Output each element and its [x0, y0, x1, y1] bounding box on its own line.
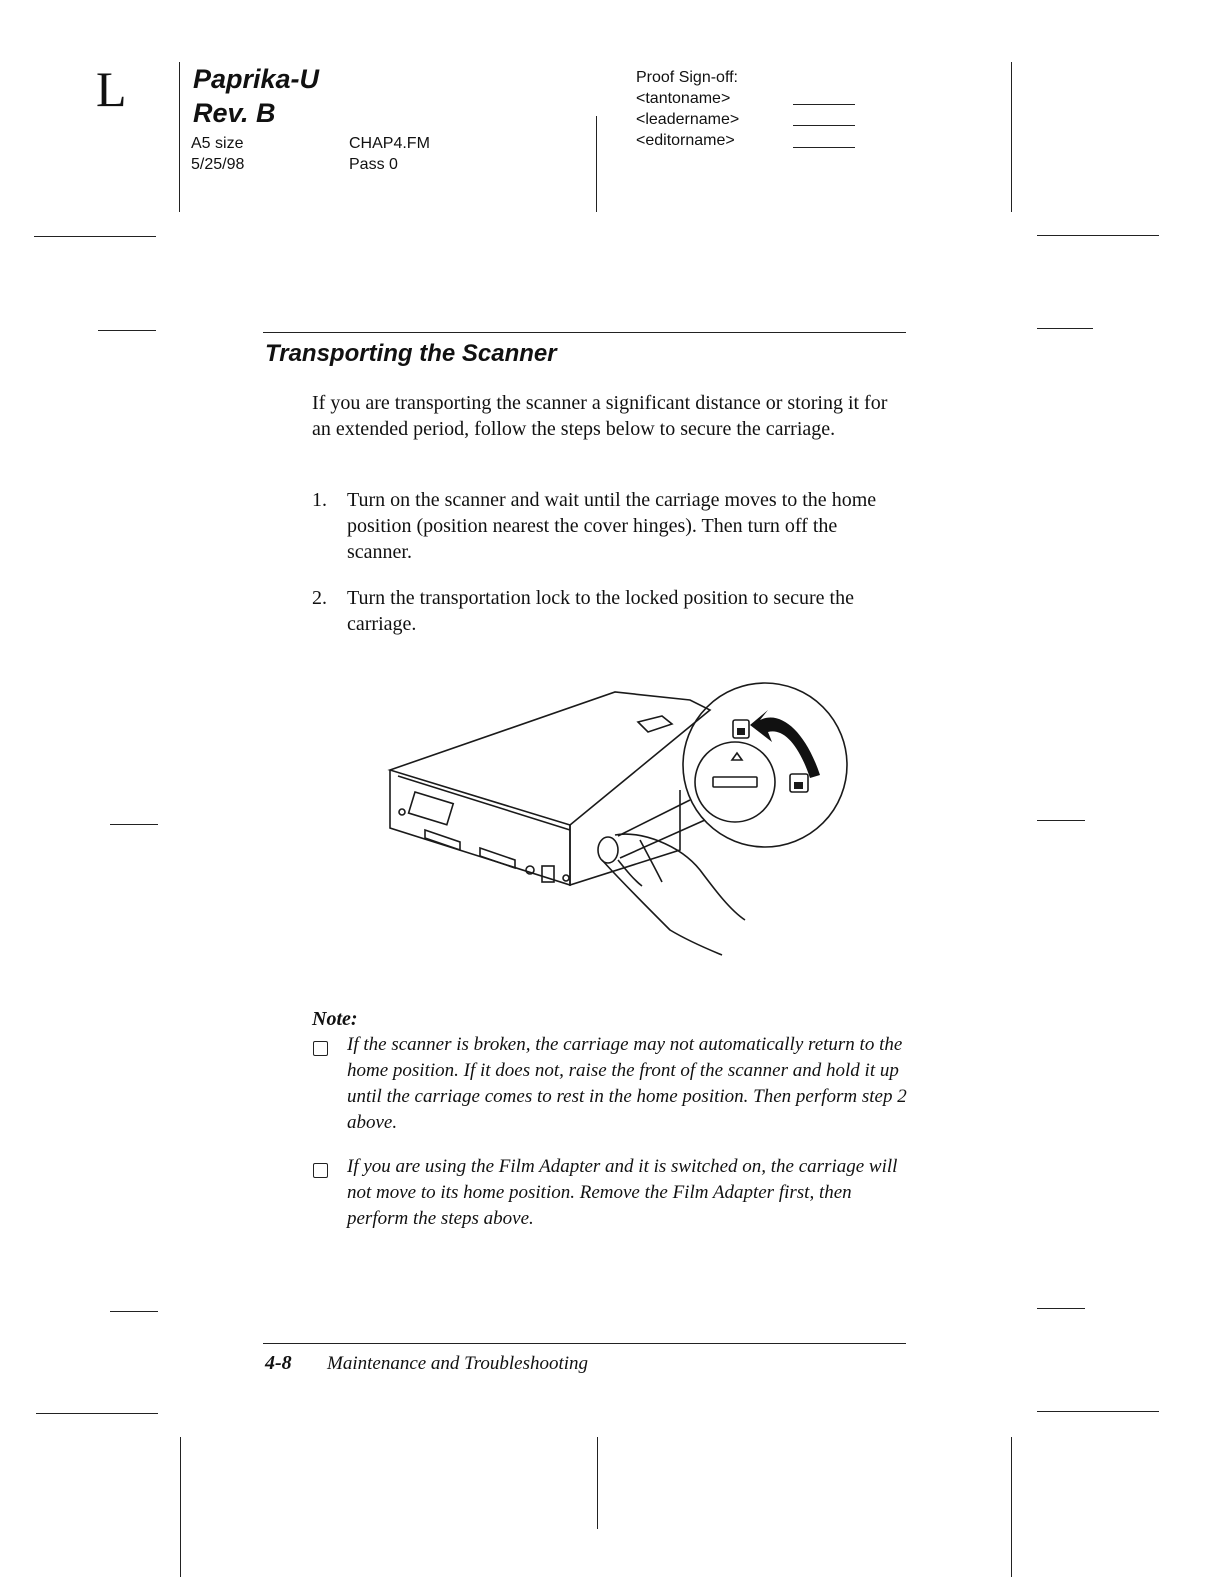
revision: Rev. B [193, 98, 276, 128]
crop-mark [1037, 328, 1093, 329]
crop-mark [179, 62, 180, 212]
footer-rule [263, 1343, 906, 1344]
crop-mark [1037, 1411, 1159, 1412]
crop-mark [596, 116, 597, 212]
crop-mark [110, 1311, 158, 1312]
page-number: 4-8 [265, 1352, 292, 1374]
proof-label: Proof Sign-off: [636, 69, 738, 86]
date: 5/25/98 [191, 156, 245, 173]
chapter-title: Maintenance and Troubleshooting [327, 1353, 589, 1374]
magnified-view [683, 683, 847, 847]
signoff-line [793, 147, 855, 148]
checkbox-bullet-icon [313, 1163, 328, 1178]
section-rule [263, 332, 906, 333]
crop-mark [1037, 820, 1085, 821]
note-item: If the scanner is broken, the carriage may not automatically return to the home position. If it does not, raise the front of the scanner and hold it up until the carriage comes to rest in the home position. Then perform step 2 above. [347, 1034, 907, 1133]
rotate-arrow-icon [750, 710, 820, 778]
scsi-port [480, 848, 515, 868]
crop-mark [1037, 235, 1159, 236]
signoff-line [793, 125, 855, 126]
page-size: A5 size [191, 135, 244, 152]
project-name: Paprika-U [193, 64, 320, 94]
crop-mark [1011, 62, 1012, 212]
section-title: Transporting the Scanner [265, 340, 557, 367]
pass: Pass 0 [349, 156, 398, 173]
intro-paragraph: If you are transporting the scanner a significant distance or storing it for an extended period, follow the steps below to secure the carriage. [312, 392, 888, 440]
note-title: Note: [312, 1008, 358, 1030]
step-text: Turn the transportation lock to the locked position to secure the carriage. [347, 587, 854, 635]
corner-letter: L [96, 61, 127, 117]
step-number: 1. [312, 489, 327, 511]
crop-mark [110, 824, 158, 825]
crop-mark [98, 330, 156, 331]
crop-mark [36, 1413, 158, 1414]
crop-mark [1037, 1308, 1085, 1309]
note-item: If you are using the Film Adapter and it is switched on, the carriage will not move to its home position. Remove the Film Adapter first, then perform the steps above. [347, 1156, 898, 1229]
scanner-lid [390, 692, 710, 825]
proof-name: <leadername> [636, 111, 740, 128]
proof-name: <tantoname> [636, 90, 731, 107]
proof-name: <editorname> [636, 132, 735, 149]
crop-mark [180, 1437, 181, 1577]
signoff-line [793, 104, 855, 105]
proof-signoff [636, 67, 739, 151]
step-number: 2. [312, 587, 327, 609]
crop-mark [34, 236, 156, 237]
scanner-illustration [380, 680, 850, 970]
crop-mark [1011, 1437, 1012, 1577]
transport-lock-knob [598, 837, 618, 863]
parallel-port [425, 830, 460, 850]
scanner-right-side [570, 790, 680, 885]
checkbox-bullet-icon [313, 1041, 328, 1056]
scanner-left-side [390, 770, 570, 885]
lock-dial [695, 742, 775, 822]
step-text: Turn on the scanner and wait until the carriage moves to the home position (position nearest the cover hinges). Then turn off the scanner. [347, 489, 877, 563]
crop-mark [597, 1437, 598, 1529]
dial-slot [713, 777, 757, 787]
file-name: CHAP4.FM [349, 135, 430, 152]
